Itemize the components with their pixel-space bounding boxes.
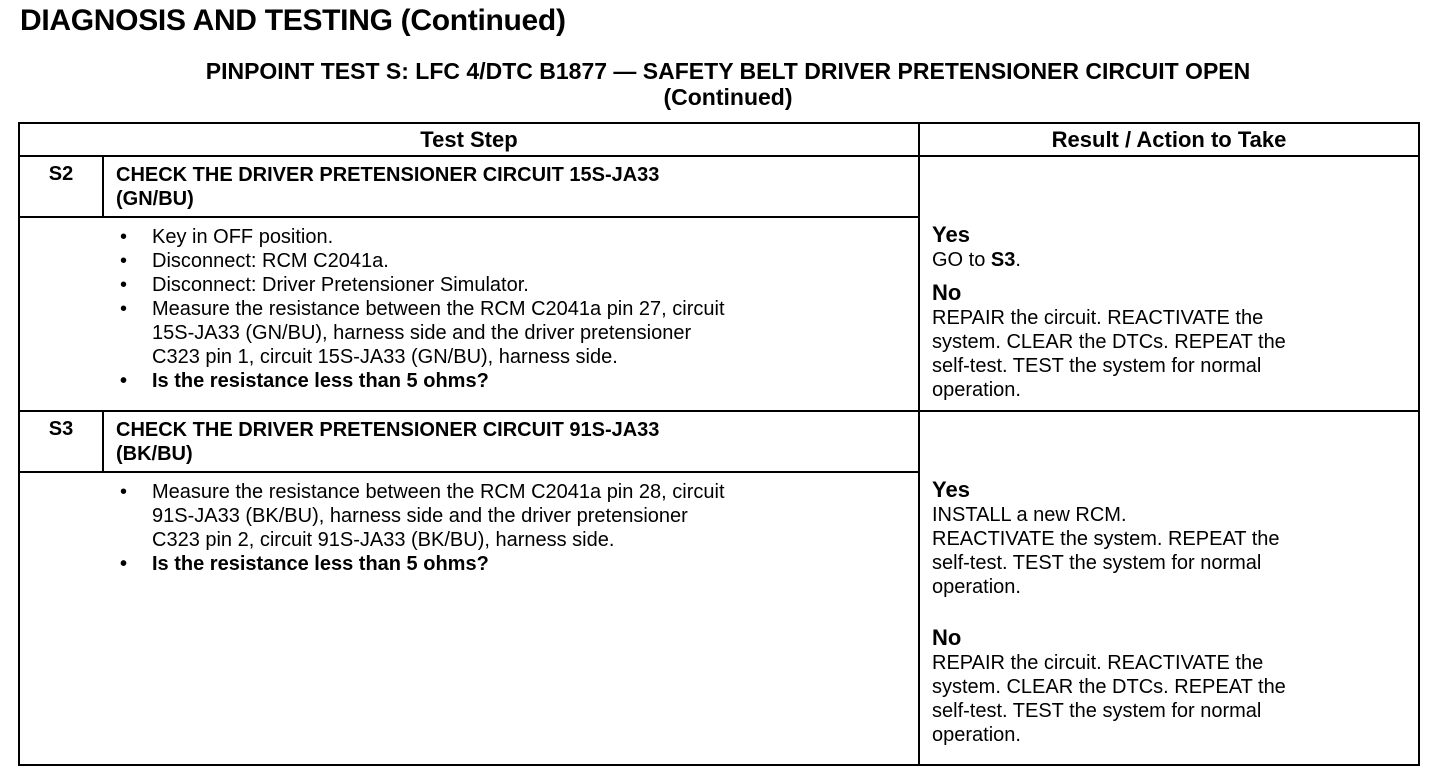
- result-s3-no-line: REPAIR the circuit. REACTIVATE the: [932, 652, 1264, 674]
- s3-title-divider: [20, 471, 918, 473]
- step-title-s2: [116, 163, 906, 211]
- result-s2-no-line: REPAIR the circuit. REACTIVATE the: [932, 307, 1264, 329]
- result-s3: [932, 477, 1416, 747]
- result-s2-no-line: self-test. TEST the system for normal: [932, 355, 1262, 377]
- result-s2-no-line: operation.: [932, 379, 1021, 401]
- result-s3-yes-line: self-test. TEST the system for normal: [932, 552, 1262, 574]
- result-s3-yes-line: REACTIVATE the system. REPEAT the: [932, 528, 1280, 550]
- result-s2-no-line: system. CLEAR the DTCs. REPEAT the: [932, 331, 1286, 353]
- step-id-divider-s3: [102, 410, 104, 472]
- pinpoint-test-title-line1: PINPOINT TEST S: LFC 4/DTC B1877 — SAFETY BELT DRIVER PRETENSIONER CIRCUIT OPEN: [205, 58, 1251, 84]
- result-s2: [932, 222, 1416, 402]
- result-s3-yes-line: operation.: [932, 576, 1021, 598]
- step-body-s3: [116, 480, 906, 576]
- list-item-question: • Is the resistance less than 5 ohms?: [120, 553, 489, 575]
- header-test-step: Test Step: [420, 127, 518, 152]
- header-divider: [20, 155, 1418, 157]
- result-s3-no-line: self-test. TEST the system for normal: [932, 700, 1262, 722]
- result-s2-yes-label: Yes: [932, 222, 970, 247]
- column-divider: [918, 124, 920, 764]
- page-title: DIAGNOSIS AND TESTING (Continued): [20, 4, 566, 37]
- result-s3-no-label: No: [932, 625, 962, 650]
- result-s2-no-label: No: [932, 280, 962, 305]
- pinpoint-test-table: [18, 122, 1420, 766]
- list-item: • Disconnect: RCM C2041a.: [120, 250, 389, 272]
- list-item: • Key in OFF position.: [120, 226, 334, 248]
- list-item: • Disconnect: Driver Pretensioner Simulator.: [120, 274, 529, 296]
- list-item: • Measure the resistance between the RCM C2041a pin 27, circuit 15S-JA33 (GN/BU), harness side and the driver pretensioner C323 pin 1, circuit 15S-JA33 (GN/BU), harness side.: [120, 298, 725, 368]
- step-body-s2: [116, 225, 906, 393]
- result-s3-yes-line: INSTALL a new RCM.: [932, 504, 1127, 526]
- step-title-s3-line2: (BK/BU): [116, 443, 193, 465]
- list-item: • Measure the resistance between the RCM C2041a pin 28, circuit 91S-JA33 (BK/BU), harness side and the driver pretensioner C323 pin 2, circuit 91S-JA33 (BK/BU), harness side.: [120, 481, 725, 551]
- result-s2-yes-text: GO to S3.: [932, 249, 1021, 271]
- s2-title-divider: [20, 216, 918, 218]
- result-s3-no-line: operation.: [932, 724, 1021, 746]
- step-title-s2-line2: (GN/BU): [116, 188, 194, 210]
- step-title-s2-line1: CHECK THE DRIVER PRETENSIONER CIRCUIT 15S-JA33: [116, 164, 660, 186]
- header-result: Result / Action to Take: [1051, 127, 1287, 152]
- result-s3-yes-label: Yes: [932, 477, 970, 502]
- result-s3-no-line: system. CLEAR the DTCs. REPEAT the: [932, 676, 1286, 698]
- step-id-s3: S3: [48, 418, 74, 440]
- list-item-question: • Is the resistance less than 5 ohms?: [120, 370, 489, 392]
- step-title-s3-line1: CHECK THE DRIVER PRETENSIONER CIRCUIT 91S-JA33: [116, 419, 660, 441]
- step-title-s3: [116, 418, 906, 466]
- pinpoint-test-title: [0, 58, 1456, 110]
- step-divider: [20, 410, 1418, 412]
- step-id-s2: S2: [48, 163, 74, 185]
- step-id-divider-s2: [102, 155, 104, 217]
- pinpoint-test-title-line2: (Continued): [663, 84, 793, 110]
